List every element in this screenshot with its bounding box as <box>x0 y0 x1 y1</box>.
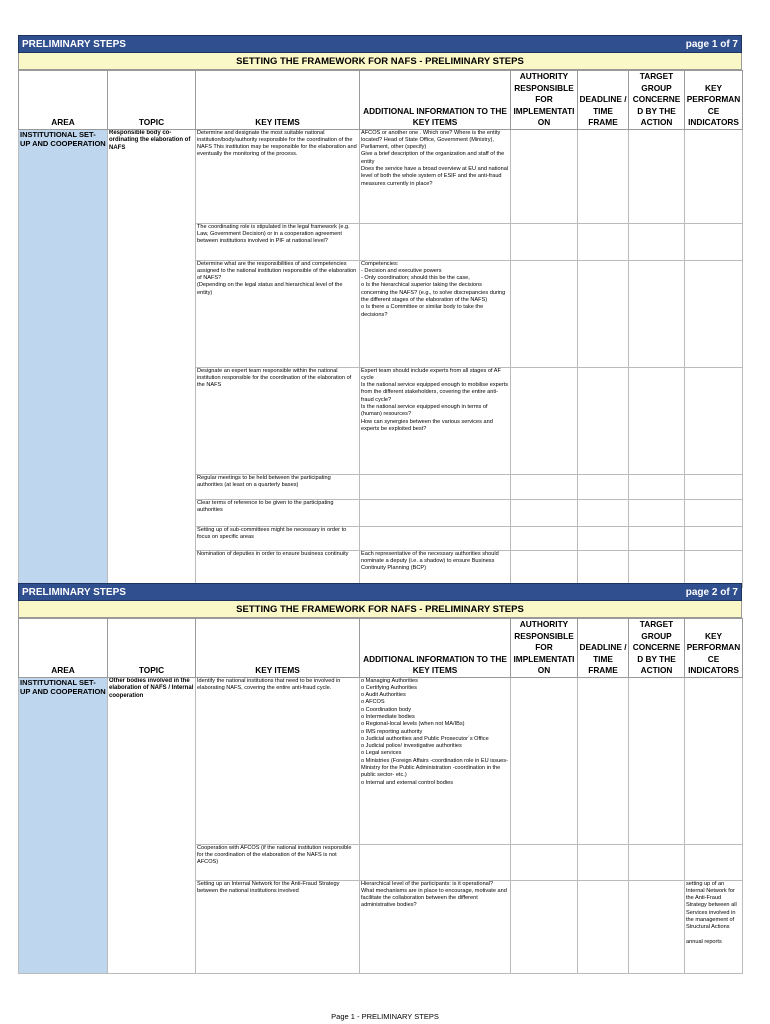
kpi-cell <box>685 677 743 844</box>
topic-cell: Other bodies involved in the elaboration of NAFS / Internal cooperation <box>108 677 196 973</box>
page-indicator: page 1 of 7 <box>685 38 738 50</box>
header-kpi: KEY PERFORMANCE INDICATORS <box>685 71 743 130</box>
header-key-items: KEY ITEMS <box>196 619 360 678</box>
target-cell <box>629 880 685 973</box>
target-cell <box>629 677 685 844</box>
authority-cell <box>511 129 578 223</box>
target-cell <box>629 260 685 367</box>
key-item-cell: Setting up an Internal Network for the Anti-Fraud Strategy between the national institutions involved <box>196 880 360 973</box>
deadline-cell <box>578 844 629 880</box>
header-row <box>19 71 743 130</box>
authority-cell <box>511 844 578 880</box>
kpi-cell <box>685 260 743 367</box>
target-cell <box>629 129 685 223</box>
deadline-cell <box>578 880 629 973</box>
header-additional-info: ADDITIONAL INFORMATION TO THE KEY ITEMS <box>360 619 511 678</box>
kpi-cell <box>685 526 743 550</box>
target-cell <box>629 223 685 260</box>
deadline-cell <box>578 223 629 260</box>
key-item-cell: Regular meetings to be held between the participating authorities (at least on a quarterly bases) <box>196 474 360 499</box>
deadline-cell <box>578 677 629 844</box>
additional-info-cell: Competencies: - Decision and executive powers - Only coordination; should this be the case, o Is the hierarchical superior taking the decisions concerning the NAFS? (e.g., to solve discrepancies during the different stages of the elaboration of the NAFS) o Is there a Committee or similar body to take the decisions? <box>360 260 511 367</box>
header-deadline: DEADLINE / TIME FRAME <box>578 71 629 130</box>
page-footer: Page 1 - PRELIMINARY STEPS <box>331 1012 439 1021</box>
target-cell <box>629 844 685 880</box>
kpi-cell <box>685 474 743 499</box>
sheet-subtitle: SETTING THE FRAMEWORK FOR NAFS - PRELIMINARY STEPS <box>18 53 742 70</box>
deadline-cell <box>578 260 629 367</box>
additional-info-cell <box>360 844 511 880</box>
additional-info-cell: Expert team should include experts from all stages of AF cycle Is the national service equipped enough to mobilise experts from the different stakeholders, covering the entire anti-fraud cycle? Is the national service equipped enough in terms of (human) resources? How can synergies between the various services and experts be exploited best? <box>360 367 511 474</box>
deadline-cell <box>578 367 629 474</box>
sheet-page-2 <box>18 583 742 974</box>
target-cell <box>629 550 685 587</box>
key-item-cell: Designate an expert team responsible within the national institution responsible for the coordination of the elaboration of the NAFS <box>196 367 360 474</box>
authority-cell <box>511 677 578 844</box>
key-item-cell: Nomination of deputies in order to ensure business continuity <box>196 550 360 587</box>
topic-cell: Responsible body co-ordinating the elaboration of NAFS <box>108 129 196 587</box>
header-authority: AUTHORITY RESPONSIBLE FOR IMPLEMENTATION <box>511 71 578 130</box>
target-cell <box>629 367 685 474</box>
page-indicator: page 2 of 7 <box>685 586 738 598</box>
target-cell <box>629 526 685 550</box>
header-area: AREA <box>19 619 108 678</box>
header-area: AREA <box>19 71 108 130</box>
additional-info-cell: Hierarchical level of the participants: is it operational? What mechanisms are in place to encourage, motivate and facilitate the collaboration between the different administrative bodies? <box>360 880 511 973</box>
additional-info-cell: AFCOS or another one . Which one? Where is the entity located? Head of State Office, Government (Ministry), Parliament, other (specify) Give a brief description of the organization and staff of the entity Does the service have a broad overview at EU and national level of both the whole system of ESIF and the anti-fraud measures currently in place? <box>360 129 511 223</box>
section-bar <box>18 35 742 53</box>
authority-cell <box>511 499 578 526</box>
header-key-items: KEY ITEMS <box>196 71 360 130</box>
authority-cell <box>511 260 578 367</box>
kpi-cell <box>685 844 743 880</box>
kpi-cell <box>685 129 743 223</box>
header-target-group: TARGET GROUP CONCERNED BY THE ACTION <box>629 619 685 678</box>
target-cell <box>629 499 685 526</box>
authority-cell <box>511 526 578 550</box>
additional-info-cell: o Managing Authorities o Certifying Authorities o Audit Authorities o AFCOS o Coordination body o Intermediate bodies o Regional-local levels (when not MA/IBs) o IMS reporting authority o Judicial authorities and Public Prosecutor´s Office o Judicial police/ investigative authorities o Legal services o Ministries (Foreign Affairs -coordination role in EU issues- Ministry for the Public Administration -coordination in the public sector- etc.) o Internal and external control bodies <box>360 677 511 844</box>
authority-cell <box>511 880 578 973</box>
header-topic: TOPIC <box>108 619 196 678</box>
authority-cell <box>511 550 578 587</box>
strategy-table <box>18 70 743 588</box>
additional-info-cell <box>360 223 511 260</box>
key-item-cell: Clear terms of reference to be given to the participating authorities <box>196 499 360 526</box>
target-cell <box>629 474 685 499</box>
table-row <box>19 677 743 844</box>
area-cell: INSTITUTIONAL SET-UP AND COOPERATION <box>19 129 108 587</box>
authority-cell <box>511 474 578 499</box>
header-additional-info: ADDITIONAL INFORMATION TO THE KEY ITEMS <box>360 71 511 130</box>
section-title: PRELIMINARY STEPS <box>22 38 126 50</box>
deadline-cell <box>578 550 629 587</box>
table-row <box>19 129 743 223</box>
section-title: PRELIMINARY STEPS <box>22 586 126 598</box>
header-row <box>19 619 743 678</box>
authority-cell <box>511 223 578 260</box>
key-item-cell: Cooperation with AFCOS (if the national institution responsible for the coordination of the elaboration of the NAFS is not AFCOS) <box>196 844 360 880</box>
authority-cell <box>511 367 578 474</box>
key-item-cell: Identify the national institutions that need to be involved in elaborating NAFS, covering the entire anti-fraud cycle. <box>196 677 360 844</box>
key-item-cell: Setting up of sub-committees might be necessary in order to focus on specific areas <box>196 526 360 550</box>
area-cell: INSTITUTIONAL SET-UP AND COOPERATION <box>19 677 108 973</box>
deadline-cell <box>578 129 629 223</box>
deadline-cell <box>578 499 629 526</box>
additional-info-cell: Each representative of the necessary authorities should nominate a deputy (i.e. a shadow) to ensure Business Continuity Planning (BCP) <box>360 550 511 587</box>
additional-info-cell <box>360 474 511 499</box>
deadline-cell <box>578 474 629 499</box>
header-deadline: DEADLINE / TIME FRAME <box>578 619 629 678</box>
kpi-cell: setting up of an Internal Network for the Anti-Fraud Strategy between all Services involved in the management of Structural Actions annual reports <box>685 880 743 973</box>
key-item-cell: The coordinating role is stipulated in the legal framework (e.g. Law, Government Decision) or in a cooperation agreement between institutions involved in PIF at national level? <box>196 223 360 260</box>
kpi-cell <box>685 223 743 260</box>
kpi-cell <box>685 550 743 587</box>
kpi-cell <box>685 499 743 526</box>
header-target-group: TARGET GROUP CONCERNED BY THE ACTION <box>629 71 685 130</box>
deadline-cell <box>578 526 629 550</box>
additional-info-cell <box>360 499 511 526</box>
header-topic: TOPIC <box>108 71 196 130</box>
key-item-cell: Determine what are the responsibilities of and competencies assigned to the national institution responsible of the elaboration of NAFS? (Depending on the legal status and hierarchical level of the entity) <box>196 260 360 367</box>
key-item-cell: Determine and designate the most suitable national institution/body/authority responsible for the coordination of the NAFS This institution may be responsible for the elaboration and eventually the monitoring of the process. <box>196 129 360 223</box>
section-bar <box>18 583 742 601</box>
strategy-table <box>18 618 743 974</box>
sheet-page-1 <box>18 35 742 588</box>
kpi-cell <box>685 367 743 474</box>
header-authority: AUTHORITY RESPONSIBLE FOR IMPLEMENTATION <box>511 619 578 678</box>
additional-info-cell <box>360 526 511 550</box>
header-kpi: KEY PERFORMANCE INDICATORS <box>685 619 743 678</box>
sheet-subtitle: SETTING THE FRAMEWORK FOR NAFS - PRELIMINARY STEPS <box>18 601 742 618</box>
